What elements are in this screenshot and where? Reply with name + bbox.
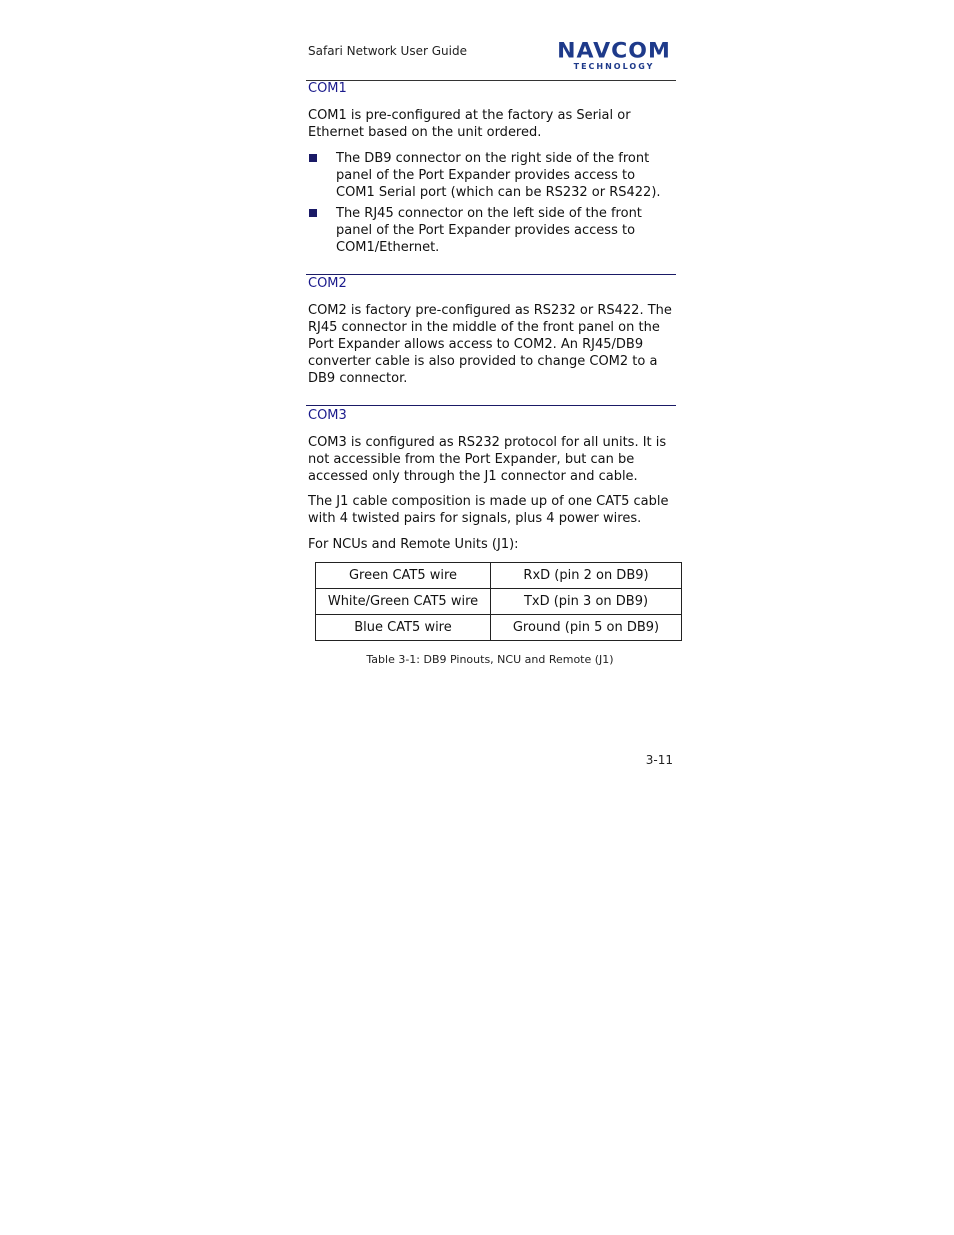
table-cell-wire: White/Green CAT5 wire	[316, 589, 491, 615]
section-heading-com1: COM1	[308, 81, 347, 96]
section-heading-com3: COM3	[308, 408, 347, 423]
table-row	[316, 615, 682, 641]
com3-paragraph-1: COM3 is configured as RS232 protocol for all units. It is not accessible from the Port Expander, but can be accessed only through the J1 connector and cable.	[308, 435, 667, 484]
table-cell-pin: RxD (pin 2 on DB9)	[491, 563, 682, 589]
section-divider	[306, 405, 676, 406]
com1-intro: COM1 is pre-configured at the factory as Serial or Ethernet based on the unit ordered.	[308, 108, 631, 140]
bullet-text: The RJ45 connector on the left side of the front panel of the Port Expander provides access to COM1/Ethernet.	[336, 206, 642, 255]
logo-wordmark: NAVCOM	[557, 39, 671, 64]
square-bullet-icon	[309, 209, 317, 217]
section-divider	[306, 274, 676, 275]
table-row	[316, 563, 682, 589]
section-heading-com2: COM2	[308, 276, 347, 291]
table-cell-pin: Ground (pin 5 on DB9)	[491, 615, 682, 641]
page-header	[306, 38, 676, 81]
square-bullet-icon	[309, 154, 317, 162]
com3-paragraph-3: For NCUs and Remote Units (J1):	[308, 537, 519, 552]
com2-body: COM2 is factory pre-configured as RS232 or RS422. The RJ45 connector in the middle of the front panel on the Port Expander allows access to COM2. An RJ45/DB9 converter cable is also provided to change COM2 to a DB9 connector.	[308, 303, 672, 386]
table-row	[316, 589, 682, 615]
db9-pinout-table	[315, 562, 682, 641]
logo-subtitle: TECHNOLOGY	[573, 62, 655, 71]
page-number: 3-11	[645, 753, 673, 767]
navcom-logo	[554, 41, 674, 71]
table-cell-wire: Green CAT5 wire	[316, 563, 491, 589]
table-caption: Table 3-1: DB9 Pinouts, NCU and Remote (J1)	[366, 653, 614, 666]
bullet-text: The DB9 connector on the right side of the front panel of the Port Expander provides access to COM1 Serial port (which can be RS232 or RS422).	[336, 151, 661, 200]
table-cell-pin: TxD (pin 3 on DB9)	[491, 589, 682, 615]
document-title: Safari Network User Guide	[308, 44, 467, 58]
com3-paragraph-2: The J1 cable composition is made up of one CAT5 cable with 4 twisted pairs for signals, plus 4 power wires.	[308, 494, 669, 526]
table-cell-wire: Blue CAT5 wire	[316, 615, 491, 641]
